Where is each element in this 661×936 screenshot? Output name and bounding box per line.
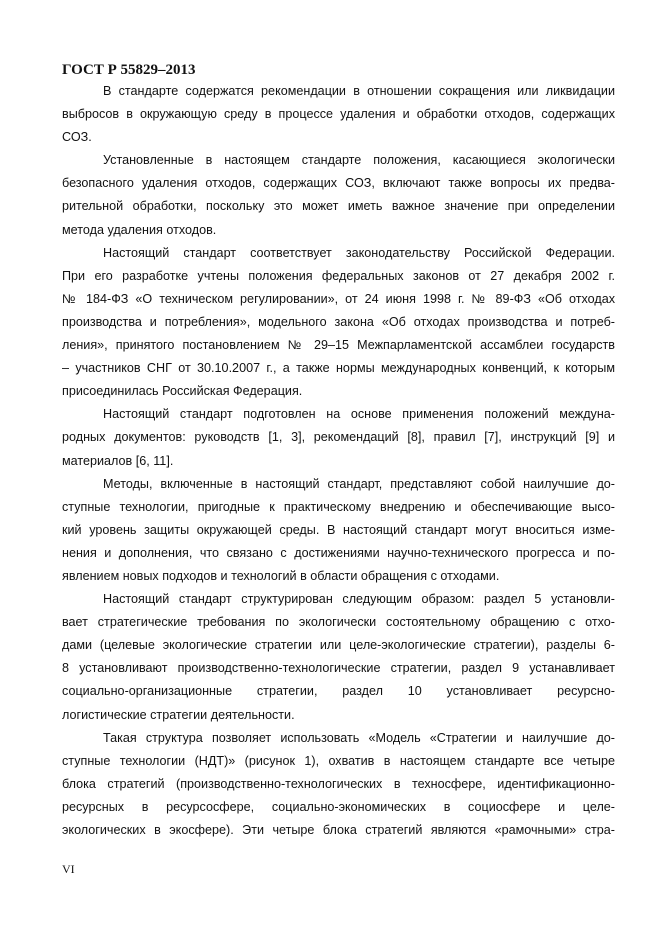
text-line: явлением новых подходов и технологий в области обращения с отходами.: [62, 568, 500, 583]
text-line: 8 установливают производственно-технологические стратегии, раздел 9 устанавливает: [62, 661, 615, 676]
text-line: ступные технологии, пригодные к практическому внедрению и обеспечивающие высо-: [62, 499, 615, 514]
text-line: дами (целевые экологические стратегии или целе-экологические стратегии), разделы 6-: [62, 638, 615, 653]
text-line: СОЗ.: [62, 130, 92, 145]
text-line: Настоящий стандарт подготовлен на основе применения положений междуна-: [103, 407, 615, 422]
page-number: VI: [62, 862, 75, 876]
text-line: Такая структура позволяет использовать «Модель «Стратегии и наилучшие до-: [103, 730, 615, 745]
document-designation: ГОСТ Р 55829–2013: [62, 62, 196, 78]
text-line: Настоящий стандарт структурирован следующим образом: раздел 5 установли-: [103, 592, 615, 607]
text-line: блока стратегий (производственно-технологических в техносфере, идентификационно-: [62, 776, 615, 791]
text-line: экологических в экосфере). Эти четыре блока стратегий являются «рамочными» стра-: [62, 823, 615, 837]
text-line: присоединилась Российская Федерация.: [62, 384, 303, 399]
text-line: рительной обработки, поскольку это может иметь важное значение при определении: [62, 199, 615, 214]
text-line: кий уровень защиты окружающей среды. В настоящий стандарт могут вноситься изме-: [62, 522, 615, 537]
text-line: Методы, включенные в настоящий стандарт, представляют собой наилучшие до-: [103, 476, 615, 491]
paragraph: [62, 149, 615, 241]
paragraph: [62, 588, 615, 727]
text-line: родных документов: руководств [1, 3], рекомендаций [8], правил [7], инструкций [9] и: [62, 430, 615, 445]
paragraph: [62, 242, 615, 404]
text-line: социально-организационные стратегии, раздел 10 установливает ресурсно-: [62, 684, 615, 699]
text-line: материалов [6, 11].: [62, 453, 174, 468]
text-line: Настоящий стандарт соответствует законодательству Российской Федерации.: [103, 245, 615, 260]
text-line: ления», принятого постановлением № 29–15 Межпарламентской ассамблеи государств: [62, 338, 615, 353]
text-line: ступные технологии (НДТ)» (рисунок 1), охватив в настоящем стандарте все четыре: [62, 753, 615, 768]
text-line: нения и дополнения, что связано с достижениями научно-технического прогресса и по-: [62, 545, 615, 560]
text-line: метода удаления отходов.: [62, 222, 217, 237]
text-line: В стандарте содержатся рекомендации в отношении сокращения или ликвидации: [103, 84, 615, 98]
body-text: [62, 80, 615, 842]
text-line: безопасного удаления отходов, содержащих СОЗ, включают также вопросы их предва-: [62, 176, 615, 191]
text-line: При его разработке учтены положения федеральных законов от 27 декабря 2002 г.: [62, 268, 615, 283]
text-line: – участников СНГ от 30.10.2007 г., а также нормы международных конвенций, к которым: [62, 361, 615, 376]
paragraph: [62, 727, 615, 842]
paragraph: [62, 80, 615, 149]
text-line: № 184-ФЗ «О техническом регулировании», от 24 июня 1998 г. № 89-ФЗ «Об отходах: [62, 291, 615, 306]
text-line: производства и потребления», модельного закона «Об отходах производства и потреб-: [62, 314, 615, 329]
paragraph: [62, 403, 615, 472]
text-line: Установленные в настоящем стандарте положения, касающиеся экологически: [103, 153, 615, 168]
paragraph: [62, 473, 615, 588]
text-line: логистические стратегии деятельности.: [62, 707, 295, 722]
text-line: выбросов в окружающую среду в процессе удаления и обработки отходов, содержащих: [62, 107, 615, 122]
text-line: вает стратегические требования по экологически состоятельному обращению с отхо-: [62, 615, 615, 630]
text-line: ресурсных в ресурсосфере, социально-экономических в социосфере и целе-: [62, 799, 615, 814]
